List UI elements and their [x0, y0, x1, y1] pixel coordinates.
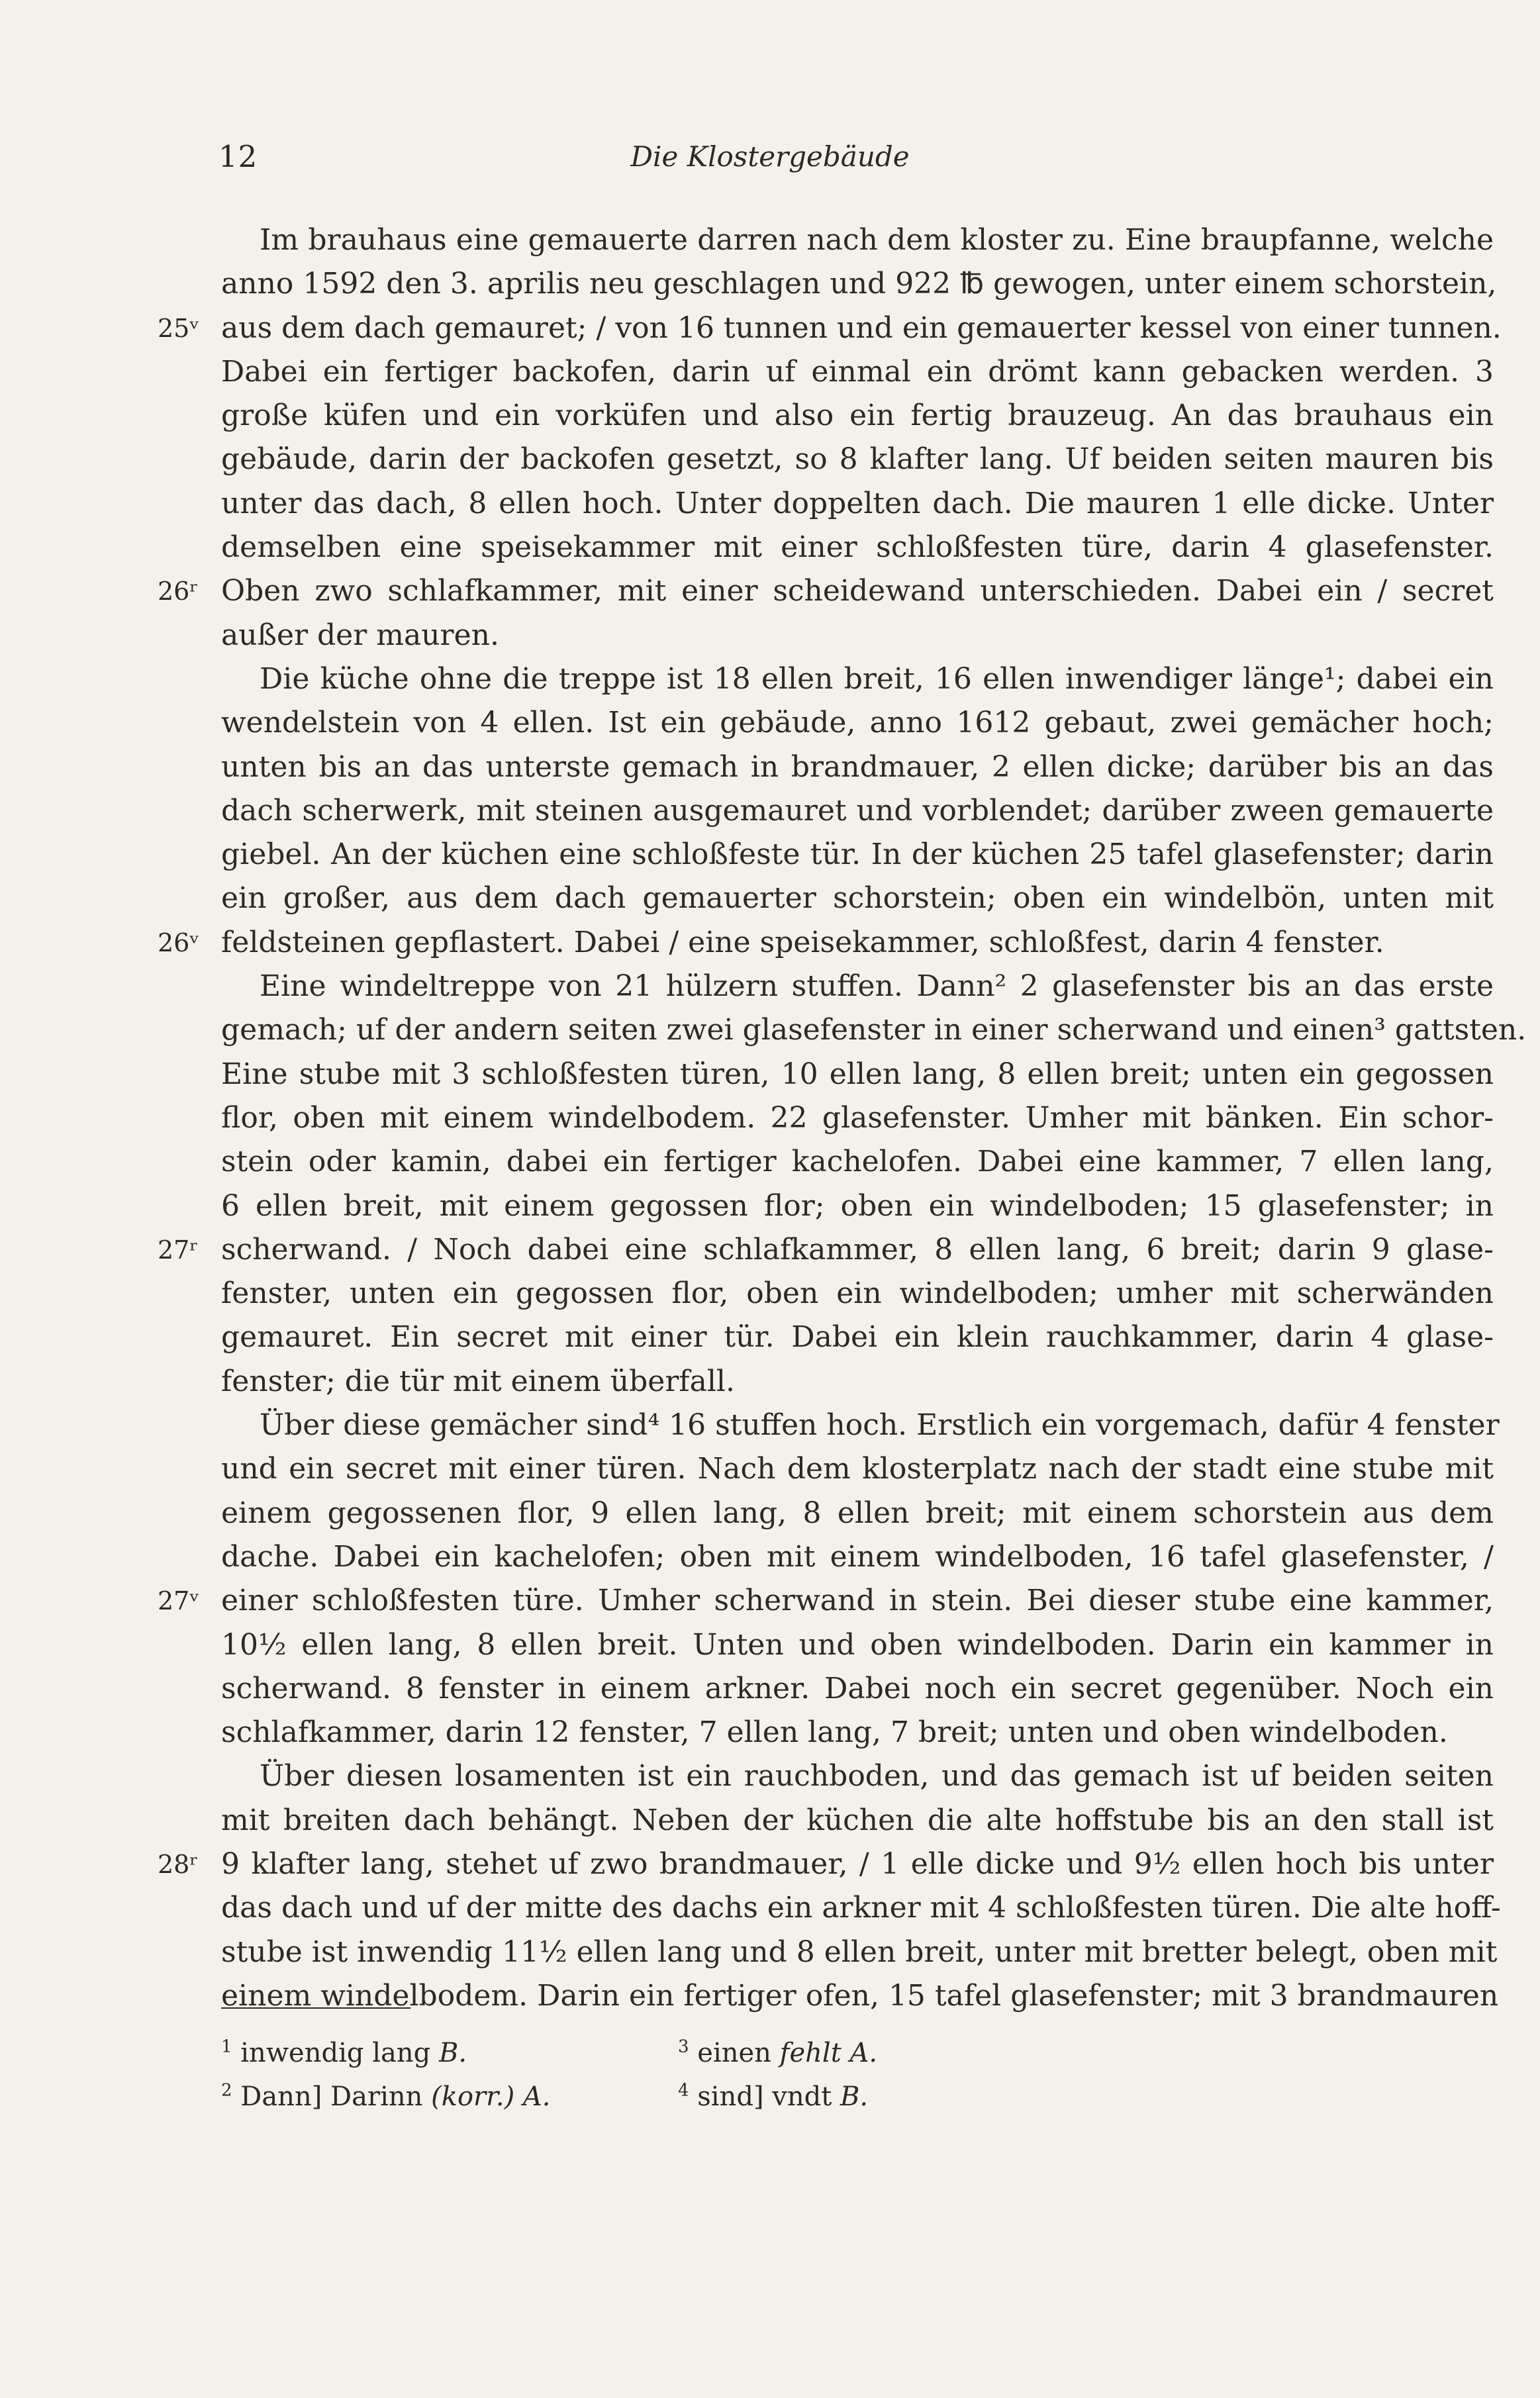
line-text: und ein secret mit einer türen. Nach dem klosterplatz nach der stadt eine stube mit — [221, 1452, 1494, 1486]
line-text: wendelstein von 4 ellen. Ist ein gebäude, anno 1612 gebaut, zwei gemächer hoch; — [221, 706, 1494, 740]
text-line — [221, 1053, 1494, 1096]
folio-marker: 27ʳ — [158, 1235, 199, 1265]
text-line — [221, 438, 1494, 481]
line-text: einem gegossenen flor, 9 ellen lang, 8 ellen breit; mit einem schorstein aus dem — [221, 1496, 1494, 1530]
footnote-text: inwendig lang — [240, 2038, 431, 2068]
text-line — [158, 1579, 1494, 1623]
line-text: unter das dach, 8 ellen hoch. Unter doppelten dach. Die mauren 1 elle dicke. Unter — [221, 486, 1494, 520]
line-text: 6 ellen breit, mit einem gegossen flor; oben ein windelboden; 15 glasefenster; in — [221, 1188, 1494, 1223]
footnote-mark: 4 — [678, 2080, 689, 2101]
text-line — [221, 1974, 1499, 2018]
text-line — [221, 1754, 1494, 1798]
line-text: ein großer, aus dem dach gemauerter schorstein; oben ein windelbön, unten mit — [221, 881, 1494, 916]
line-text: Die küche ohne die treppe ist 18 ellen breit, 16 ellen inwendiger länge¹; dabei ein — [260, 661, 1494, 696]
text-line — [221, 1447, 1494, 1491]
line-text: gebäude, darin der backofen gesetzt, so 8 klafter lang. Uf beiden seiten mauren bis — [221, 442, 1494, 477]
text-line — [221, 1931, 1498, 1974]
text-line — [221, 877, 1494, 920]
line-text: flor, oben mit einem windelbodem. 22 glasefenster. Umher mit bänken. Ein schor- — [221, 1100, 1494, 1135]
line-text: 9 klafter lang, stehet uf zwo brandmauer, / 1 elle dicke und 9½ ellen hoch bis unter — [221, 1846, 1494, 1881]
text-line — [221, 526, 1494, 569]
footnote-2 — [221, 2075, 551, 2119]
line-text: Dabei ein fertiger backofen, darin uf einmal ein drömt kann gebacken werden. 3 — [221, 354, 1494, 389]
line-text: Eine windeltreppe von 21 hülzern stuffen. Dann² 2 glasefenster bis an das erste — [260, 969, 1494, 1004]
main-text — [158, 218, 1527, 2018]
text-line — [158, 921, 1494, 965]
line-text: Im brauhaus eine gemauerte darren nach dem kloster zu. Eine braupfanne, welche — [260, 223, 1494, 257]
line-text: feldsteinen gepflastert. Dabei / eine speisekammer, schloßfest, darin 4 fenster. — [221, 925, 1384, 959]
text-line — [221, 350, 1494, 394]
footnote-sigla: B. — [840, 2082, 869, 2112]
line-text: giebel. An der küchen eine schloßfeste tür. In der küchen 25 tafel glasefenster; darin — [221, 838, 1494, 872]
footnote-4 — [678, 2075, 868, 2119]
text-line — [221, 1140, 1494, 1184]
footnote-1 — [221, 2031, 467, 2075]
text-line — [221, 262, 1497, 306]
footnote-divider — [221, 2007, 410, 2009]
text-line — [221, 1184, 1494, 1228]
line-text: scherwand. 8 fenster in einem arkner. Dabei noch ein secret gegenüber. Noch ein — [221, 1671, 1494, 1705]
footnote-mark: 2 — [221, 2080, 232, 2101]
text-line — [221, 482, 1494, 526]
line-text: gemauret. Ein secret mit einer tür. Dabei ein klein rauchkammer, darin 4 glase- — [221, 1320, 1494, 1355]
text-line — [221, 833, 1494, 877]
folio-marker: 25ᵛ — [158, 313, 199, 343]
footnote-sigla: B. — [438, 2038, 467, 2068]
line-text: aus dem dach gemauret; / von 16 tunnen und ein gemauerter kessel von einer tunnen. — [221, 311, 1502, 345]
text-line — [221, 1492, 1494, 1535]
footnote-mark: 3 — [678, 2037, 689, 2057]
page-number: 12 — [218, 139, 258, 174]
footnote-text: sind] vndt — [697, 2082, 832, 2112]
text-line — [221, 1008, 1527, 1052]
line-text: einer schloßfesten türe. Umher scherwand in stein. Bei dieser stube eine kammer, — [221, 1584, 1494, 1618]
footnote-text: einen — [697, 2038, 771, 2068]
text-line — [221, 1799, 1494, 1843]
line-text: schlafkammer, darin 12 fenster, 7 ellen lang, 7 breit; unten und oben windelboden. — [221, 1715, 1448, 1750]
line-text: mit breiten dach behängt. Neben der küchen die alte hoffstube bis an den stall ist — [221, 1803, 1494, 1837]
text-line — [221, 1623, 1494, 1667]
text-line — [221, 1886, 1501, 1930]
footnote-text: Dann] Darinn — [240, 2082, 423, 2112]
line-text: Eine stube mit 3 schloßfesten türen, 10 ellen lang, 8 ellen breit; unten ein gegossen — [221, 1057, 1494, 1091]
line-text: unten bis an das unterste gemach in brandmauer, 2 ellen dicke; darüber bis an das — [221, 749, 1494, 784]
text-line — [221, 789, 1494, 833]
line-text: dach scherwerk, mit steinen ausgemauret und vorblendet; darüber zween gemauerte — [221, 793, 1494, 828]
line-text: stein oder kamin, dabei ein fertiger kachelofen. Dabei eine kammer, 7 ellen lang, — [221, 1145, 1494, 1179]
running-head: Die Klostergebäude — [630, 140, 910, 173]
line-text: das dach und uf der mitte des dachs ein arkner mit 4 schloßfesten türen. Die alte hoff- — [221, 1891, 1501, 1925]
text-line — [221, 1360, 1494, 1404]
footnote-3 — [678, 2031, 877, 2075]
text-line — [221, 394, 1494, 438]
line-text: außer der mauren. — [221, 618, 499, 652]
line-text: gemach; uf der andern seiten zwei glasefenster in einer scherwand und einen³ gattsten. — [221, 1013, 1527, 1047]
text-line — [221, 1272, 1494, 1316]
line-text: fenster, unten ein gegossen flor, oben ein windelboden; umher mit scherwänden — [221, 1276, 1494, 1311]
text-line — [158, 1228, 1494, 1272]
text-line — [221, 1316, 1494, 1359]
line-text: fenster; die tür mit einem überfall. — [221, 1364, 735, 1398]
text-line — [221, 657, 1494, 701]
text-line — [158, 307, 1502, 350]
folio-marker: 28ʳ — [158, 1849, 199, 1879]
line-text: anno 1592 den 3. aprilis neu geschlagen und 922 ℔ gewogen, unter einem schorstein, — [221, 267, 1497, 301]
text-line — [221, 1096, 1494, 1140]
line-text: große küfen und ein vorküfen und also ein fertig brauzeug. An das brauhaus ein — [221, 399, 1494, 433]
line-text: dache. Dabei ein kachelofen; oben mit einem windelboden, 16 tafel glasefenster, / — [221, 1539, 1494, 1574]
folio-marker: 26ᵛ — [158, 928, 199, 957]
text-line — [221, 1535, 1494, 1579]
line-text: 10½ ellen lang, 8 ellen breit. Unten und oben windelboden. Darin ein kammer in — [221, 1627, 1494, 1662]
footnote-mark: 1 — [221, 2037, 232, 2057]
line-text: stube ist inwendig 11½ ellen lang und 8 ellen breit, unter mit bretter belegt, oben mit — [221, 1935, 1498, 1969]
footnote-sigla: (korr.) A. — [431, 2082, 551, 2112]
folio-marker: 27ᵛ — [158, 1586, 199, 1616]
text-line — [221, 745, 1494, 789]
text-line — [221, 701, 1494, 745]
line-text: scherwand. / Noch dabei eine schlafkammer, 8 ellen lang, 6 breit; darin 9 glase- — [221, 1232, 1494, 1267]
line-text: Oben zwo schlafkammer, mit einer scheidewand unterschieden. Dabei ein / secret — [221, 574, 1494, 608]
footnote-sigla: fehlt A. — [779, 2038, 878, 2068]
line-text: Über diese gemächer sind⁴ 16 stuffen hoch. Erstlich ein vorgemach, dafür 4 fenster — [260, 1408, 1500, 1443]
text-line — [221, 1404, 1500, 1447]
text-line — [158, 569, 1494, 613]
line-text: einem windelbodem. Darin ein fertiger ofen, 15 tafel glasefenster; mit 3 brandmauren — [221, 1978, 1499, 2013]
folio-marker: 26ʳ — [158, 577, 199, 606]
line-text: Über diesen losamenten ist ein rauchboden, und das gemach ist uf beiden seiten — [260, 1759, 1494, 1794]
text-line — [221, 1711, 1494, 1754]
text-line — [221, 218, 1494, 262]
text-line — [158, 1843, 1494, 1886]
text-line — [221, 614, 1494, 657]
text-line — [221, 965, 1494, 1008]
line-text: demselben eine speisekammer mit einer schloßfesten türe, darin 4 glasefenster. — [221, 530, 1494, 565]
text-line — [221, 1667, 1494, 1711]
